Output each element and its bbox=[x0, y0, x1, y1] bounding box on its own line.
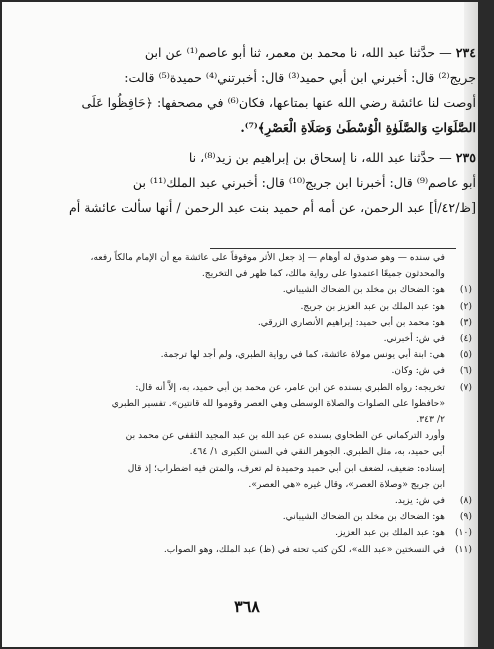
footnote-label: (١١) bbox=[454, 543, 472, 555]
hadith-number: ٢٣٤ bbox=[455, 45, 476, 60]
footnote-item bbox=[24, 509, 472, 525]
footnote-text: في ش: وكان. bbox=[391, 365, 445, 377]
footnote-text: والمحدثون جميعًا اعتمدوا على رواية مالك، كما ظهر في التخريج. bbox=[201, 268, 445, 280]
footnote-item bbox=[24, 299, 472, 315]
quran-verse: الصَّلَوَاتِ وَالصَّلَوٰةِ الْوُسْطَىٰ وَصَلَاةِ الْعَصْرِ﴾⁽⁷⁾. bbox=[240, 120, 476, 135]
footnote-item bbox=[24, 363, 472, 379]
footnote-item bbox=[24, 331, 472, 347]
hadith-number: ٢٣٥ bbox=[455, 150, 476, 165]
footnote-label: (٨) bbox=[459, 495, 472, 507]
footnote-text: في النسختين «عبد الله»، لكن كتب تحته في (ظ) عبد الملك، وهو الصواب. bbox=[163, 543, 445, 555]
hadith-line: جريج⁽²⁾ قال: أخبرني ابن أبي حميد⁽³⁾ قال: أخبرتني⁽⁴⁾ حميدة⁽⁵⁾ قالت: bbox=[124, 70, 476, 85]
hadith-line: — حدَّثنا عبد الله، نا إسحاق بن إبراهيم بن زيد⁽⁸⁾، نا bbox=[188, 150, 452, 165]
book-page bbox=[2, 2, 478, 647]
footnote-label: (٢) bbox=[459, 300, 472, 312]
footnote-text: هو: الضحاك بن مخلد بن الضحاك الشيباني. bbox=[282, 284, 445, 296]
footnote-label: (٧) bbox=[459, 381, 472, 393]
footnote-item bbox=[24, 282, 472, 298]
footnote-item bbox=[24, 315, 472, 331]
footnote-label: (٥) bbox=[459, 349, 472, 361]
footnote-text: إسناده: ضعيف، لضعف ابن أبي حميد وحميدة لم تعرف، والمتن فيه اضطراب؛ إذ قال bbox=[127, 462, 445, 474]
footnote-item bbox=[24, 525, 472, 541]
footnote-text: في ش: أخبرني. bbox=[383, 333, 445, 345]
footnote-text: ٢/ ٣٤٣. bbox=[416, 414, 445, 426]
footnote-text: هو: عبد الملك بن عبد العزيز بن جريج. bbox=[300, 300, 445, 312]
hadith-line: — حدَّثنا عبد الله، نا محمد بن معمر، ثنا أبو عاصم⁽¹⁾ عن ابن bbox=[144, 45, 452, 60]
footnote-text: هو: الضحاك بن مخلد بن الضحاك الشيباني. bbox=[282, 511, 445, 523]
footnote-item bbox=[24, 380, 472, 396]
footnote-item bbox=[24, 347, 472, 363]
footnote-text: «حافظوا على الصلوات والصلاة الوسطى وهي العصر وقوموا لله قانتين». تفسير الطبري bbox=[111, 397, 445, 409]
hadith-234 bbox=[24, 40, 476, 140]
footnote-label: (٦) bbox=[459, 365, 472, 377]
footnote-label: (٩) bbox=[459, 511, 472, 523]
footnote-text: هو: محمد بن أبي حميد: إبراهيم الأنصاري الزرقي. bbox=[257, 316, 445, 328]
hadith-235 bbox=[24, 145, 476, 220]
footnote-label: (٣) bbox=[459, 316, 472, 328]
footnote-text: أبي حميد، به، مثل الطبري. الجوهر النقي في السنن الكبرى ١/ ٤٦٤. bbox=[189, 446, 445, 458]
footnote-text: في سنده — وهو صدوق له أوهام — إذ جعل الأثر موقوفاً على عائشة مع أن الإمام مالكاً رفعه، bbox=[90, 252, 445, 263]
footnote-text: تخريجه: رواه الطبري بسنده عن ابن عامر، عن محمد بن أبي حميد، به، إلاَّ أنه قال: bbox=[135, 381, 445, 393]
page-number: ٣٦٨ bbox=[234, 597, 260, 616]
footnotes bbox=[24, 250, 472, 558]
footnote-text: هي: ابنة أبي يونس مولاة عائشة، كما في رواية الطبري، ولم أجد لها ترجمة. bbox=[160, 349, 445, 361]
footnote-text: ابن جريج «وصلاة العصر»، وقال غيره «هي العصر». bbox=[248, 478, 445, 490]
footnote-label: (٤) bbox=[459, 333, 472, 345]
footnote-label: (١٠) bbox=[454, 527, 472, 539]
hadith-line: [ظ/٤٢/أ] عبد الرحمن، عن أمه أم حميد بنت عبد الرحمن / أنها سألت عائشة أم bbox=[69, 200, 476, 215]
footnote-text: هو: عبد الملك بن عبد العزيز. bbox=[335, 527, 445, 539]
footnote-text: وأورد التركماني عن الطحاوي بسنده عن عبد الله بن عبد المجيد الثقفي عن محمد بن bbox=[125, 430, 445, 442]
footnote-item bbox=[24, 542, 472, 558]
footnote-item bbox=[24, 493, 472, 509]
footnote-text: في ش: يزيد. bbox=[394, 495, 445, 507]
footnote-separator bbox=[210, 248, 456, 249]
hadith-line: أبو عاصم⁽⁹⁾ قال: أخبرنا ابن جريج⁽¹⁰⁾ قال: أخبرني عبد الملك⁽¹¹⁾ بن bbox=[132, 175, 476, 190]
footnote-label: (١) bbox=[459, 284, 472, 296]
hadith-line: أوصت لنا عائشة رضي الله عنها بمتاعها، فكان⁽⁶⁾ في مصحفها: ﴿حَافِظُوا عَلَى bbox=[81, 95, 476, 110]
